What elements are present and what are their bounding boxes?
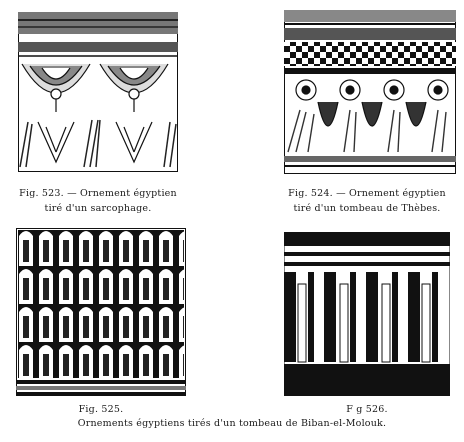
figure-524-illustration <box>284 10 456 174</box>
figure-526-illustration <box>284 232 450 396</box>
figure-525-caption-label: Fig. 525. <box>78 404 124 415</box>
figure-523-caption-line2: tiré d'un sarcophage. <box>44 203 152 214</box>
figure-523-illustration <box>18 12 178 172</box>
figure-524-caption-line1: Fig. 524. — Ornement égyptien <box>288 188 446 199</box>
figure-524-caption <box>274 186 460 216</box>
figure-523-caption <box>18 186 178 216</box>
page-footer-caption: Ornements égyptiens tirés d'un tombeau de Biban-el-Molouk. <box>77 418 387 429</box>
figure-524-caption-line2: tiré d'un tombeau de Thèbes. <box>293 203 441 214</box>
figure-526-caption <box>284 402 450 417</box>
thebes-tomb-ornament-image <box>284 10 456 174</box>
figure-526-caption-label: F g 526. <box>346 404 388 415</box>
biban-el-molouk-scale-pattern-image <box>16 228 186 396</box>
figure-525-caption <box>16 402 186 417</box>
figure-525-illustration <box>16 228 186 396</box>
biban-el-molouk-column-pattern-image <box>284 232 450 396</box>
sarcophagus-ornament-image <box>18 12 178 172</box>
figure-523-caption-line1: Fig. 523. — Ornement égyptien <box>19 188 177 199</box>
